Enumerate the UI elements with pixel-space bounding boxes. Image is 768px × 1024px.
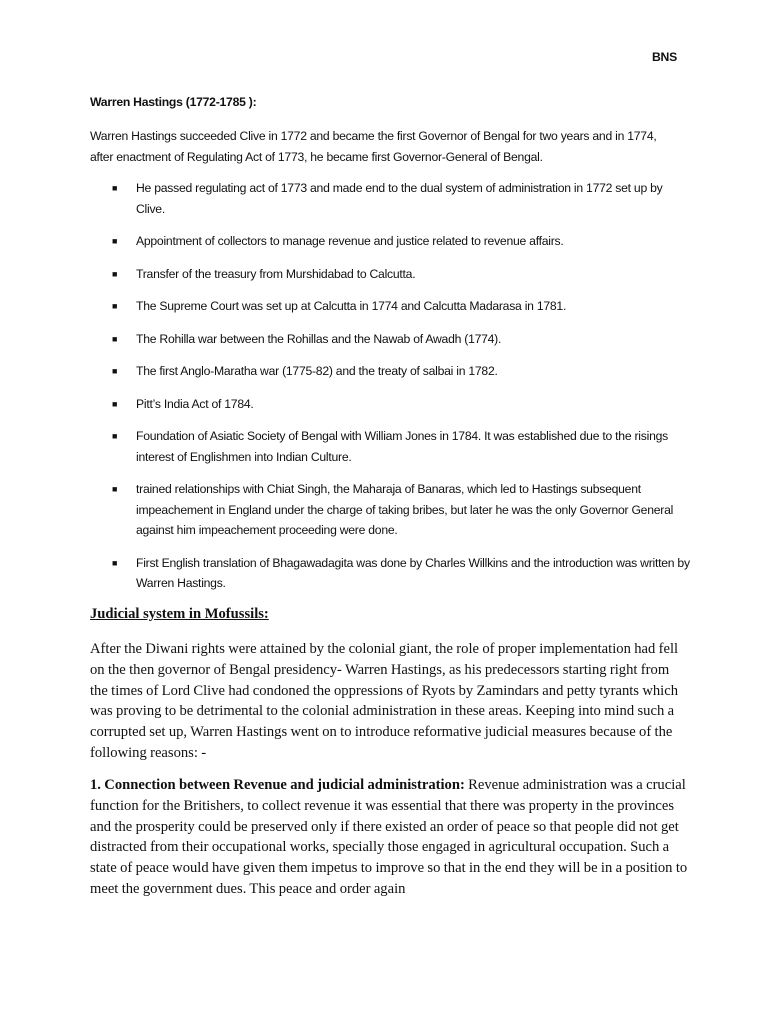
list-item [90, 231, 690, 252]
list-item [90, 329, 690, 350]
list-item-text: Pitt’s India Act of 1784. [136, 396, 254, 411]
bullet-list [90, 178, 690, 606]
list-item [90, 394, 690, 415]
bullet-icon: ■ [112, 366, 118, 376]
body-paragraph: After the Diwani rights were attained by the colonial giant, the role of proper implementation had fell on the then governor of Bengal presidency- Warren Hastings, as his predecessors starting right from the times of Lord Clive had condoned the oppressions of Ryots by Zamindars and petty tyrants which was proving to be detrimental to the colonial administration in these areas. Keeping into mind such a corrupted set up, Warren Hastings went on to introduce reformative judicial measures because of the following reasons: - [90, 641, 679, 761]
list-item [90, 426, 690, 467]
list-item-text: trained relationships with Chiat Singh, the Maharaja of Banaras, which led to Hastings subsequent impeachement in England under the charge of taking bribes, but later he was the only Governor General against him impeachement proceeding were done. [136, 482, 674, 537]
section-title: Warren Hastings (1772-1785 ): [90, 95, 257, 109]
list-item-text: The Rohilla war between the Rohillas and the Nawab of Awadh (1774). [136, 331, 502, 346]
list-item-text: Foundation of Asiatic Society of Bengal with William Jones in 1784. It was established due to the risings interest of Englishmen into Indian Culture. [136, 429, 668, 464]
list-item-text: First English translation of Bhagawadagita was done by Charles Willkins and the introduction was written by Warren Hastings. [136, 555, 690, 590]
bullet-icon: ■ [112, 431, 118, 441]
bullet-icon: ■ [112, 333, 118, 344]
list-item-text: The Supreme Court was set up at Calcutta in 1774 and Calcutta Madarasa in 1781. [136, 299, 567, 313]
list-item [90, 264, 690, 285]
bullet-icon: ■ [112, 301, 118, 311]
point-text: Revenue administration was a crucial function for the Britishers, to collect revenue it was essential that there was property in the provinces and the prosperity could be preserved only if there existed an order of peace so that people did not get distracted from their occupational works, specially those engaged in agricultural occupation. Such a state of peace would have given them impetus to improve so that in the end they will be in a position to meet the government dues. This peace and order again [90, 777, 688, 897]
list-item [90, 479, 690, 541]
list-item [90, 361, 690, 382]
header-tag: BNS [652, 50, 677, 64]
list-item-text: Appointment of collectors to manage revenue and justice related to revenue affairs. [136, 234, 564, 248]
list-item [90, 553, 690, 594]
bullet-icon: ■ [112, 398, 118, 409]
point-heading: 1. Connection between Revenue and judicial administration: [90, 777, 465, 793]
bullet-icon: ■ [112, 268, 118, 279]
bullet-icon: ■ [112, 557, 118, 568]
bullet-icon: ■ [112, 236, 118, 246]
body-paragraph-point-1 [90, 775, 690, 900]
bullet-icon: ■ [112, 183, 118, 193]
intro-paragraph: Warren Hastings succeeded Clive in 1772 and became the first Governor of Bengal for two years and in 1774, after enactment of Regulating Act of 1773, he became first Governor-General of Bengal. [90, 129, 657, 164]
list-item-text: The first Anglo-Maratha war (1775-82) and the treaty of salbai in 1782. [136, 364, 498, 378]
bullet-icon: ■ [112, 484, 118, 494]
list-item-text: Transfer of the treasury from Murshidabad to Calcutta. [136, 266, 416, 281]
list-item [90, 178, 690, 219]
list-item-text: He passed regulating act of 1773 and made end to the dual system of administration in 1772 set up by Clive. [136, 181, 663, 216]
list-item [90, 296, 690, 317]
section-heading: Judicial system in Mofussils: [90, 606, 269, 622]
